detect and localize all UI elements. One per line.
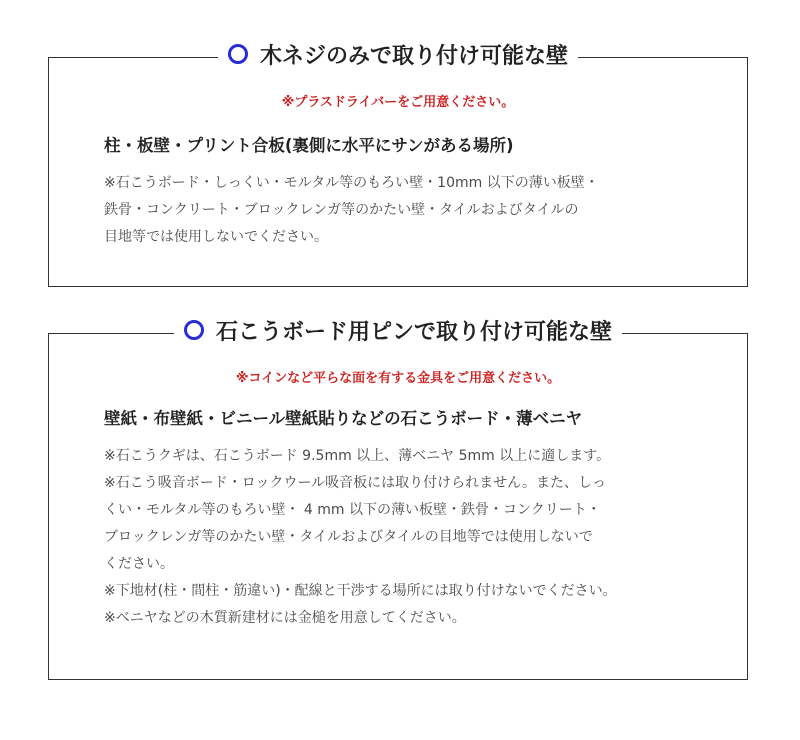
- body-line: 鉄骨・コンクリート・ブロックレンガ等のかたい壁・タイルおよびタイルの: [104, 202, 579, 218]
- body-line: ください。: [104, 556, 174, 572]
- section-subhead: 柱・板壁・プリント合板(裏側に水平にサンがある場所): [104, 136, 514, 155]
- body-line: ※石こうボード・しっくい・モルタル等のもろい壁・10mm 以下の薄い板壁・: [104, 175, 599, 191]
- circle-icon: [184, 320, 204, 340]
- section-title-text: 木ネジのみで取り付け可能な壁: [259, 44, 568, 69]
- body-line: 目地等では使用しないでください。: [104, 229, 328, 245]
- circle-icon: [228, 44, 248, 64]
- body-line: ※ベニヤなどの木質新建材には金槌を用意してください。: [104, 610, 466, 626]
- section-title-text: 石こうボード用ピンで取り付け可能な壁: [215, 320, 612, 345]
- body-line: ※石こうクギは、石こうボード 9.5mm 以上、薄ベニヤ 5mm 以上に適します。: [104, 448, 611, 464]
- section-box-gypsum-pin: [48, 320, 748, 680]
- section-title: [174, 315, 622, 351]
- body-line: ※石こう吸音ボード・ロックウール吸音板には取り付けられません。また、しっ: [104, 475, 607, 491]
- section-body: [104, 170, 727, 251]
- section-title: [218, 39, 578, 75]
- section-box-wood-screw: [48, 44, 748, 287]
- body-line: ※下地材(柱・間柱・筋違い)・配線と干渉する場所には取り付けないでください。: [104, 583, 617, 599]
- note-red: ※プラスドライバーをご用意ください。: [281, 95, 515, 110]
- body-line: くい・モルタル等のもろい壁・ 4 mm 以下の薄い板壁・鉄骨・コンクリート・: [104, 502, 601, 518]
- section-subhead: 壁紙・布壁紙・ビニール壁紙貼りなどの石こうボード・薄ベニヤ: [104, 409, 583, 428]
- section-body: [104, 443, 727, 632]
- body-line: ブロックレンガ等のかたい壁・タイルおよびタイルの目地等では使用しないで: [104, 529, 593, 545]
- note-red: ※コインなど平らな面を有する金具をご用意ください。: [235, 371, 561, 386]
